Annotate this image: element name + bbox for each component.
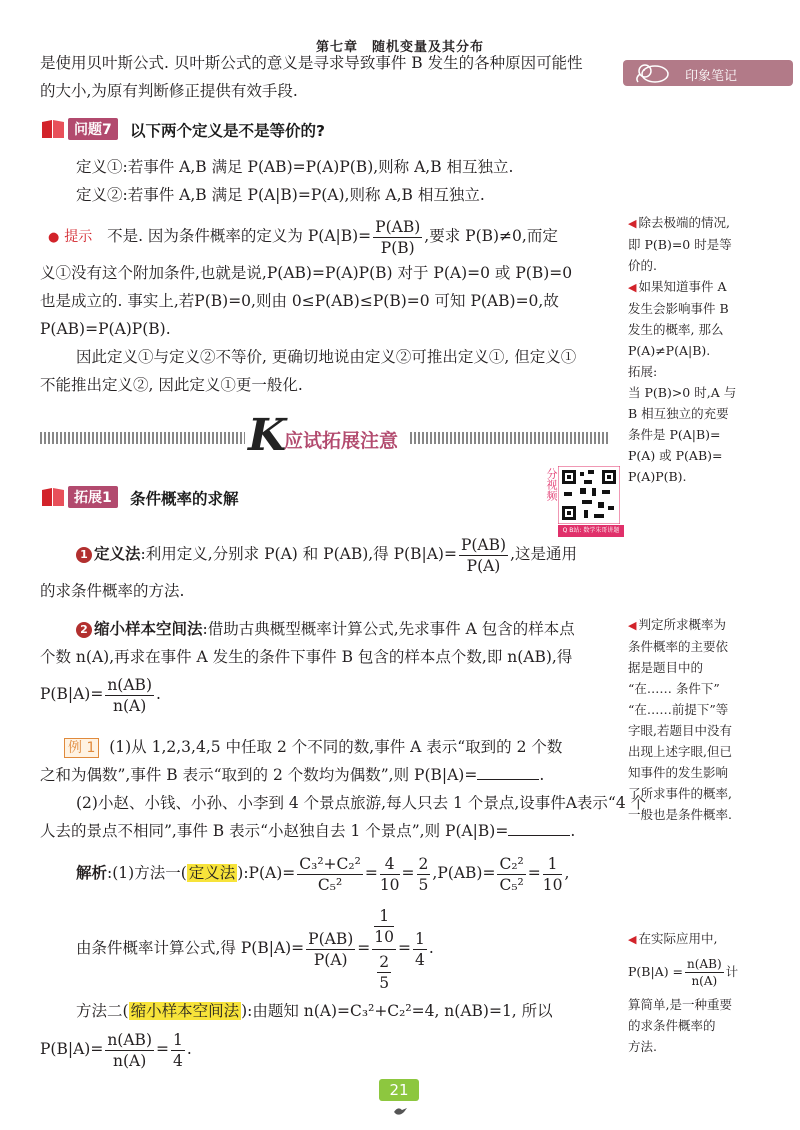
section-divider-right	[410, 432, 610, 444]
method1-highlight: 定义法	[188, 864, 236, 882]
solution-text: ,P(AB)=	[432, 864, 496, 882]
method2-formula-lhs: P(B|A)=	[40, 685, 104, 703]
side-note-4-fraction	[685, 956, 724, 989]
example1-label: 例 1	[64, 738, 99, 758]
side-note-4-formula: P(B|A) =	[628, 964, 684, 979]
example1-part1-text-2: 之和为偶数”,事件 B 表示“取到的 2 个数均为偶数”,则 P(B|A)=	[40, 766, 478, 784]
method2-text: :借助古典概型概率计算公式,先求事件 A 包含的样本点	[202, 620, 575, 638]
fraction-den: C₅²	[317, 875, 343, 894]
side-note-2-line: 拓展:	[628, 364, 658, 379]
side-note-1-line: 价的.	[628, 258, 657, 273]
side-note-2-line: P(A)≠P(A|B).	[628, 343, 711, 358]
solution-fraction	[497, 854, 525, 895]
side-note-2-line: 条件是 P(A|B)=	[628, 427, 721, 442]
method1-fraction-num: P(AB)	[460, 535, 507, 554]
solution-line-1: 解析:(1)方法一( 定义法 ):P(A)= $\frac{\text{C₃²+C₂²}}{\text{C₅²}}$ = $\frac{4}{10}$ = $\frac{2}{5}$ ,P(AB)= $\frac{\text{C₂²}}{\text{C₅²}}$ = $\frac{1}{10}$ ,	[76, 854, 570, 894]
side-note-4-line: 计	[725, 964, 739, 979]
method1-text-pre: :利用定义,分别求 P(A) 和 P(AB),得 P(B|A)=	[140, 545, 457, 563]
method2-fraction-num: n(AB)	[107, 675, 152, 694]
fraction-den: P(A)	[313, 950, 348, 969]
definition-2: 定义②:若事件 A,B 满足 P(A|B)=P(A),则称 A,B 相互独立.	[76, 186, 485, 204]
fraction-num: n(AB)	[107, 1030, 152, 1049]
fraction-num: n(AB)	[687, 957, 722, 971]
solution-text: ):由题知 n(A)=C₃²+C₂²=4, n(AB)=1, 所以	[241, 1002, 553, 1020]
method1-number: 1	[76, 547, 92, 563]
fraction-den: 10	[542, 875, 563, 894]
side-note-2-line: 发生会影响事件 B	[628, 301, 729, 316]
side-note-3-line: 据是题目中的	[628, 660, 704, 675]
solution-line-3	[76, 1000, 553, 1022]
side-note-2-line: 如果知道事件 A	[638, 279, 727, 294]
side-note-2-line: B 相互独立的充要	[628, 406, 729, 421]
fraction-den: n(A)	[113, 1051, 147, 1070]
fraction-num: C₂²	[499, 854, 524, 873]
answer-blank-1[interactable]	[477, 766, 539, 780]
side-note-3-line: “在……前提下”等	[628, 702, 729, 717]
solution-fraction	[413, 929, 427, 970]
fraction-num: 1	[173, 1030, 183, 1049]
fraction-den: 5	[418, 875, 429, 894]
side-note-2-line: 当 P(B)>0 时,A 与	[628, 385, 737, 400]
fraction-den: 10	[379, 875, 400, 894]
solution-text: 方法二(	[76, 1002, 129, 1020]
hint-line-3: 也是成立的. 事实上,若P(B)=0,则由 0≤P(AB)≤P(B)=0 可知 P(AB)=0,故	[40, 292, 559, 310]
qr-caption: Q B站: 数学朱哥讲题	[558, 525, 624, 537]
side-note-1	[628, 212, 788, 276]
side-note-3-line: 字眼,若题目中没有	[628, 723, 732, 738]
fraction-den: 4	[415, 950, 425, 969]
elephant-icon	[631, 62, 673, 84]
solution-label: 解析	[76, 864, 108, 882]
question7-heading	[40, 118, 460, 140]
fraction-num: C₃²+C₂²	[299, 854, 361, 873]
side-note-4-line: 方法.	[628, 1039, 657, 1054]
side-note-2-line: P(A)P(B).	[628, 469, 687, 484]
method2-name: 缩小样本空间法	[94, 620, 203, 638]
conclusion-line-1: 因此定义①与定义②不等价, 更确切地说由定义②可推出定义①, 但定义①	[76, 348, 577, 366]
side-note-4-line: 的求条件概率的	[628, 1018, 716, 1033]
solution-text: 由条件概率计算公式,得 P(B|A)=	[76, 939, 305, 957]
method2-formula: P(B|A)= $\frac{n(AB)}{n(A)}$ .	[40, 675, 161, 715]
method1-text-post: ,这是通用	[510, 545, 577, 563]
solution-text: P(B|A)=	[40, 1040, 104, 1058]
fraction-num: 1	[543, 854, 563, 875]
method1-fraction	[459, 535, 508, 576]
hint-icon: ●	[48, 230, 60, 245]
method1-line-2: 的求条件概率的方法.	[40, 582, 185, 600]
triangle-icon: ◀	[628, 281, 637, 294]
method2-line-1	[76, 618, 575, 640]
nested-fraction	[372, 906, 396, 993]
section-divider-left	[40, 432, 245, 444]
page-number: 21	[379, 1079, 419, 1101]
triangle-icon: ◀	[628, 933, 637, 946]
side-note-2	[628, 276, 788, 487]
hint-text-post: ,要求 P(B)≠0,而定	[424, 227, 558, 245]
method1-line-1	[76, 532, 577, 576]
qr-side-label: 分视频	[545, 468, 558, 501]
example1-line-2: 之和为偶数”,事件 B 表示“取到的 2 个数均为偶数”,则 P(B|A)= .	[40, 766, 545, 784]
fraction-den: C₅²	[499, 875, 524, 894]
solution-fraction	[105, 1030, 154, 1071]
side-note-4-line: 算简单,是一种重要	[628, 997, 732, 1012]
qr-code-icon[interactable]	[558, 466, 620, 524]
side-note-1-line: 即 P(B)=0 时是等	[628, 237, 732, 252]
chapter-header: 第七章 随机变量及其分布	[315, 40, 484, 55]
solution-fraction	[417, 854, 431, 895]
hint-fraction	[373, 217, 422, 258]
side-note-2-line: P(A) 或 P(AB)=	[628, 448, 723, 463]
side-note-3-line: 知事件的发生影响	[628, 765, 729, 780]
solution-fraction	[543, 854, 563, 895]
method1-fraction-den: P(A)	[466, 556, 501, 575]
side-note-1-line: 除去极端的情况,	[638, 215, 730, 230]
hint-line-4: P(AB)=P(A)P(B).	[40, 320, 171, 338]
method2-fraction	[105, 675, 154, 716]
fraction-num: 2	[418, 854, 429, 873]
side-note-3-line: 一般也是条件概率.	[628, 807, 732, 822]
fraction-den: 5	[379, 973, 390, 992]
extension1-title: 条件概率的求解	[130, 490, 239, 508]
extension1-heading	[40, 486, 460, 508]
fraction-num: 4	[380, 854, 400, 875]
side-note-3-line: 条件概率的主要依	[628, 639, 729, 654]
side-note-3-line: 判定所求概率为	[638, 617, 726, 632]
example1-line-3: (2)小赵、小钱、小孙、小李到 4 个景点旅游,每人只去 1 个景点,设事件A表示“4 个	[76, 794, 647, 812]
section-logo: K	[248, 410, 287, 461]
section-title: 应试拓展注意	[284, 430, 399, 452]
example1-line-4: 人去的景点不相同”,事件 B 表示“小赵独自去 1 个景点”,则 P(A|B)= .	[40, 822, 576, 840]
conclusion-line-2: 不能推出定义②, 因此定义①更一般化.	[40, 376, 303, 394]
method2-highlight: 缩小样本空间法	[130, 1002, 240, 1020]
hint-text-pre: 不是. 因为条件概率的定义为 P(A|B)=	[107, 227, 372, 245]
solution-fraction	[171, 1030, 185, 1071]
hint-label: 提示	[64, 229, 93, 245]
side-note-3-line: “在…… 条件下”	[628, 681, 720, 696]
bird-icon	[392, 1104, 408, 1118]
definition-1: 定义①:若事件 A,B 满足 P(AB)=P(A)P(B),则称 A,B 相互独立.	[76, 158, 514, 176]
notes-tab-label: 印象笔记	[685, 69, 738, 84]
triangle-icon: ◀	[628, 619, 637, 632]
solution-fraction	[297, 854, 363, 895]
solution-text: :(1)方法一(	[107, 864, 187, 882]
intro-line-1: 是使用贝叶斯公式. 贝叶斯公式的意义是寻求导致事件 B 发生的各种原因可能性	[40, 54, 583, 72]
hint-fraction-num: P(AB)	[375, 217, 421, 236]
method2-line-2: 个数 n(A),再求在事件 A 发生的条件下事件 B 包含的样本点个数,即 n(AB),得	[40, 648, 573, 666]
notes-tab	[623, 60, 793, 86]
hint-line-1	[48, 214, 558, 260]
answer-blank-2[interactable]	[508, 822, 570, 836]
intro-line-2: 的大小,为原有判断修正提供有效手段.	[40, 82, 298, 100]
solution-fraction	[380, 854, 400, 895]
fraction-den: n(A)	[691, 974, 718, 988]
side-note-3-line: 了所求事件的概率,	[628, 786, 732, 801]
side-note-4-line: 在实际应用中,	[638, 931, 718, 946]
example1-line-1	[64, 736, 562, 758]
fraction-den: 4	[173, 1051, 183, 1070]
triangle-icon: ◀	[628, 217, 637, 230]
fraction-num: 1	[374, 906, 394, 927]
side-note-4	[628, 928, 788, 1057]
method2-number: 2	[76, 622, 92, 638]
hint-line-2: 义①没有这个附加条件,也就是说,P(AB)=P(A)P(B) 对于 P(A)=0 或 P(B)=0	[40, 264, 573, 282]
book-icon	[40, 486, 66, 508]
hint-fraction-den: P(B)	[380, 238, 415, 257]
side-note-2-line: 发生的概率, 那么	[628, 322, 724, 337]
side-note-3-line: 出现上述字眼,但已	[628, 744, 732, 759]
question7-badge: 问题7	[68, 118, 118, 140]
solution-line-2: 由条件概率计算公式,得 P(B|A)= $\frac{P(AB)}{P(A)}$ = $\frac{\frac{1}{10}}{\frac{2}{5}}$ = $\frac{1}{4}$ .	[76, 906, 434, 992]
extension1-badge: 拓展1	[68, 486, 118, 508]
solution-text: ):P(A)=	[237, 864, 296, 882]
method1-name: 定义法	[94, 545, 141, 563]
book-icon	[40, 118, 66, 140]
fraction-den: 10	[374, 927, 395, 946]
solution-fraction	[306, 929, 355, 970]
fraction-num: P(AB)	[308, 929, 354, 948]
fraction-num: 1	[415, 929, 425, 948]
fraction-num: 2	[379, 952, 390, 971]
section-banner	[40, 410, 610, 462]
example1-part2-text-2: 人去的景点不相同”,事件 B 表示“小赵独自去 1 个景点”,则 P(A|B)=	[40, 822, 509, 840]
example1-part1-text: (1)从 1,2,3,4,5 中任取 2 个不同的数,事件 A 表示“取到的 2 个数	[109, 738, 563, 756]
method2-fraction-den: n(A)	[113, 696, 147, 715]
question7-title: 以下两个定义是不是等价的?	[130, 122, 325, 140]
solution-line-4: P(B|A)= $\frac{n(AB)}{n(A)}$ = $\frac{1}{4}$ .	[40, 1030, 192, 1070]
side-note-3	[628, 614, 788, 825]
